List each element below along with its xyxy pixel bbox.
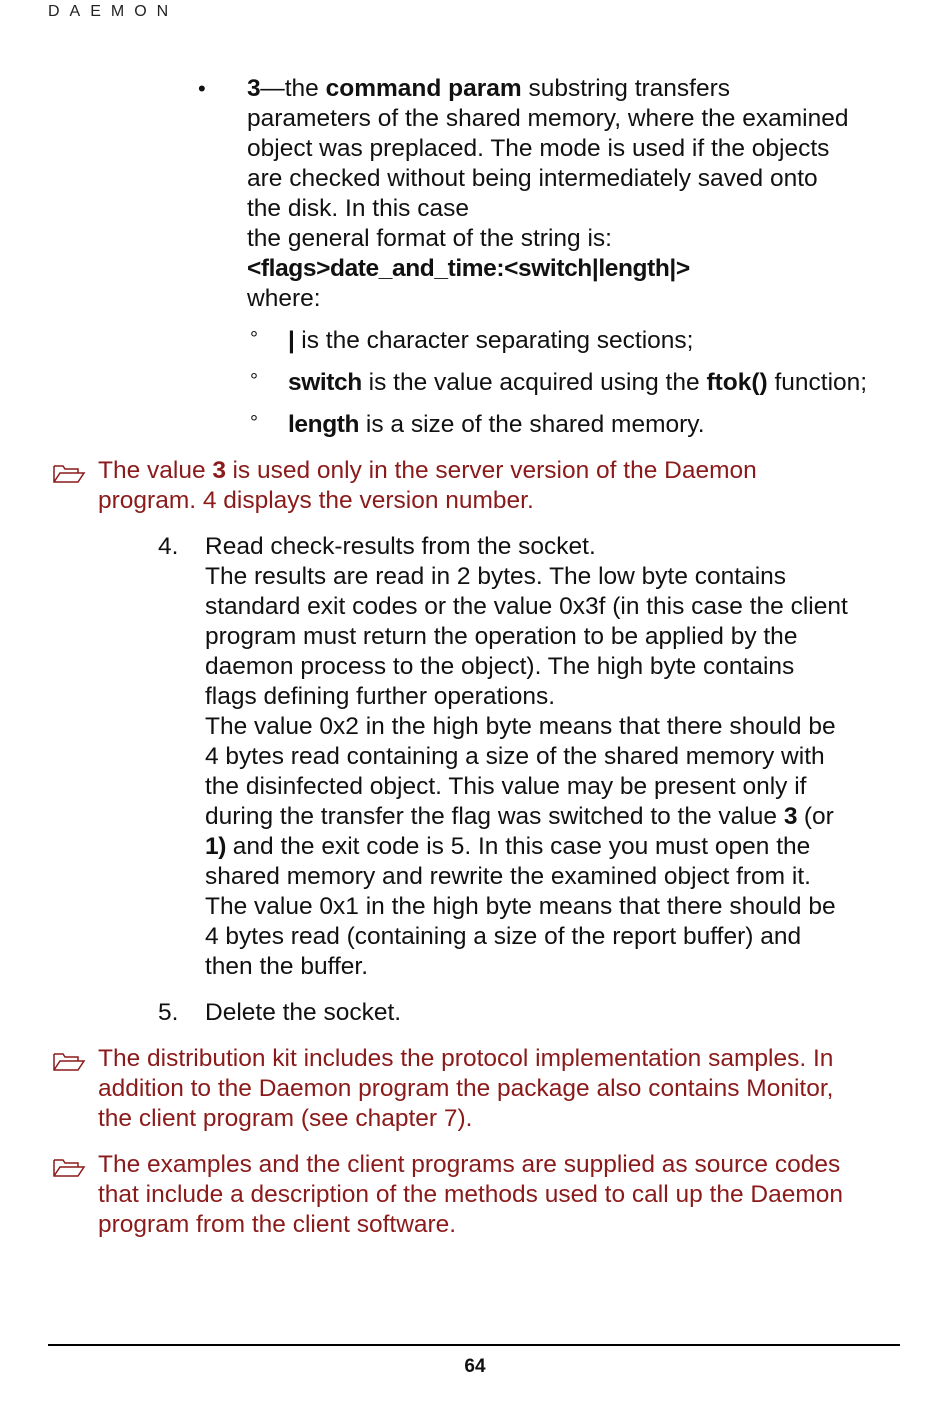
step-number: 5. [158,999,179,1026]
step-line: (or [797,803,834,830]
step-line: flags defining further operations. [205,683,556,710]
bullet-line-6: the general format of the string is: [247,225,612,252]
note-line: that include a description of the methods used to call up the Daemon [98,1181,843,1208]
step-line: daemon process to the object). The high byte contains [205,653,795,680]
degree-bullet: ° [250,412,258,434]
degree-bullet: ° [250,370,258,392]
step-line: and the exit code is 5. In this case you must open the [226,833,811,860]
bullet-line-2: parameters of the shared memory, where the examined [247,105,849,132]
note-line: The distribution kit includes the protocol implementation samples. In [98,1045,834,1072]
step-number: 4. [158,533,179,560]
subitem-code: switch [288,369,362,396]
step-line: during the transfer the flag was switched to the value [205,803,784,830]
step-line: Read check-results from the socket. [205,533,596,560]
open-folder-icon [52,1050,86,1072]
flag-value: 3 [783,803,798,830]
param-number: 3 [247,75,261,102]
page-number: 64 [464,1356,486,1377]
subitem-code: | [288,327,295,354]
note-line: program from the client software. [98,1211,457,1238]
open-folder-icon [52,1156,86,1178]
subitem-text: is a size of the shared memory. [359,411,705,438]
step-line: the disinfected object. This value may be present only if [205,773,807,800]
step-line: 4 bytes read containing a size of the shared memory with [205,743,825,770]
where-label: where: [247,285,321,312]
step-line: 4 bytes read (containing a size of the report buffer) and [205,923,802,950]
note-value: 3 [212,457,226,484]
format-string: <flags>date_and_time:<switch|length|> [247,255,690,282]
bullet-line-4: are checked without being intermediately saved onto [247,165,818,192]
note-text: is used only in the server version of the Daemon [225,457,757,484]
bullet-line-3: object was preplaced. The mode is used if the objects [247,135,830,162]
step-line: shared memory and rewrite the examined object from it. [205,863,811,890]
subitem-text: is the value acquired using the [361,369,707,396]
step-line: then the buffer. [205,953,369,980]
step-4-text [205,532,905,982]
bullet-line-1: substring transfers [521,75,731,102]
step-line: program must return the operation to be applied by the [205,623,798,650]
dash-text: —the [260,75,326,102]
step-line: standard exit codes or the value 0x3f (in this case the client [205,593,848,620]
note-text: The value [98,457,213,484]
bullet-paragraph [247,74,907,314]
step-line: The value 0x1 in the high byte means that there should be [205,893,836,920]
open-folder-icon [52,462,86,484]
command-param-term: command param [325,75,522,102]
subitem-tail: function; [767,369,868,396]
note-line-2: program. 4 displays the version number. [98,487,534,514]
subitem-code: length [288,411,360,438]
ftok-term: ftok() [706,369,768,396]
footer-rule [48,1344,900,1346]
subitem-text: is the character separating sections; [294,327,694,354]
degree-bullet: ° [250,328,258,350]
step-line: The results are read in 2 bytes. The low byte contains [205,563,787,590]
flag-value: 1) [205,833,226,860]
note-line: addition to the Daemon program the package also contains Monitor, [98,1075,834,1102]
running-header: DAEMON [48,3,179,20]
note-line: the client program (see chapter 7). [98,1105,473,1132]
note-line: The examples and the client programs are supplied as source codes [98,1151,841,1178]
bullet-line-5: the disk. In this case [247,195,469,222]
step-line: The value 0x2 in the high byte means that there should be [205,713,836,740]
bullet-marker: • [198,76,206,101]
step-5-text: Delete the socket. [205,999,402,1026]
